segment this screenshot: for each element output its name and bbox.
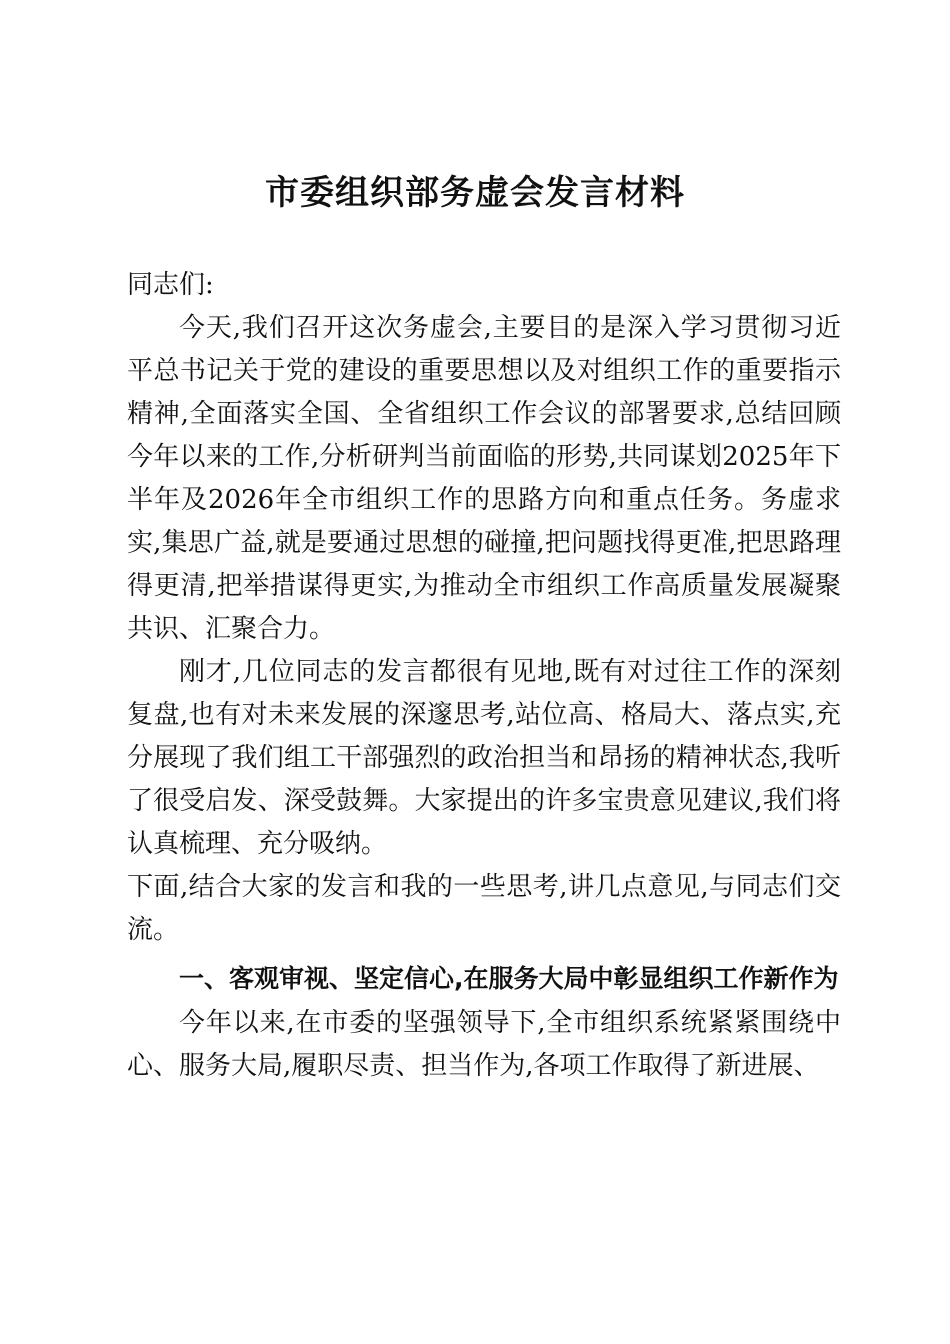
paragraph-feedback: 刚才,几位同志的发言都很有见地,既有对过往工作的深刻复盘,也有对未来发展的深邃思考,站位高、格局大、落点实,充分展现了我们组工干部强烈的政治担当和昂扬的精神状态,我听了很受启发、深受鼓舞。大家提出的许多宝贵意见建议,我们将认真梳理、充分吸纳。	[127, 657, 841, 859]
paragraph-section-1: 今年以来,在市委的坚强领导下,全市组织系统紧紧围绕中心、服务大局,履职尽责、担当作为,各项工作取得了新进展、	[127, 1008, 841, 1081]
paragraph-opening: 今天,我们召开这次务虚会,主要目的是深入学习贯彻习近平总书记关于党的建设的重要思想以及对组织工作的重要指示精神,全面落实全国、全省组织工作会议的部署要求,总结回顾今年以来的工作,分析研判当前面临的形势,共同谋划2025年下半年及2026年全市组织工作的思路方向和重点任务。务虚求实,集思广益,就是要通过思想的碰撞,把问题找得更准,把思路理得更清,把举措谋得更实,为推动全市组织工作高质量发展凝聚共识、汇聚合力。	[127, 313, 841, 644]
salutation: 同志们:	[127, 270, 214, 300]
section-heading-1: 一、客观审视、坚定信心,在服务大局中彰显组织工作新作为	[179, 964, 839, 993]
document-body	[127, 264, 841, 1088]
document-title: 市委组织部务虚会发言材料	[265, 173, 685, 213]
paragraph-transition: 下面,结合大家的发言和我的一些思考,讲几点意见,与同志们交流。	[127, 872, 841, 945]
